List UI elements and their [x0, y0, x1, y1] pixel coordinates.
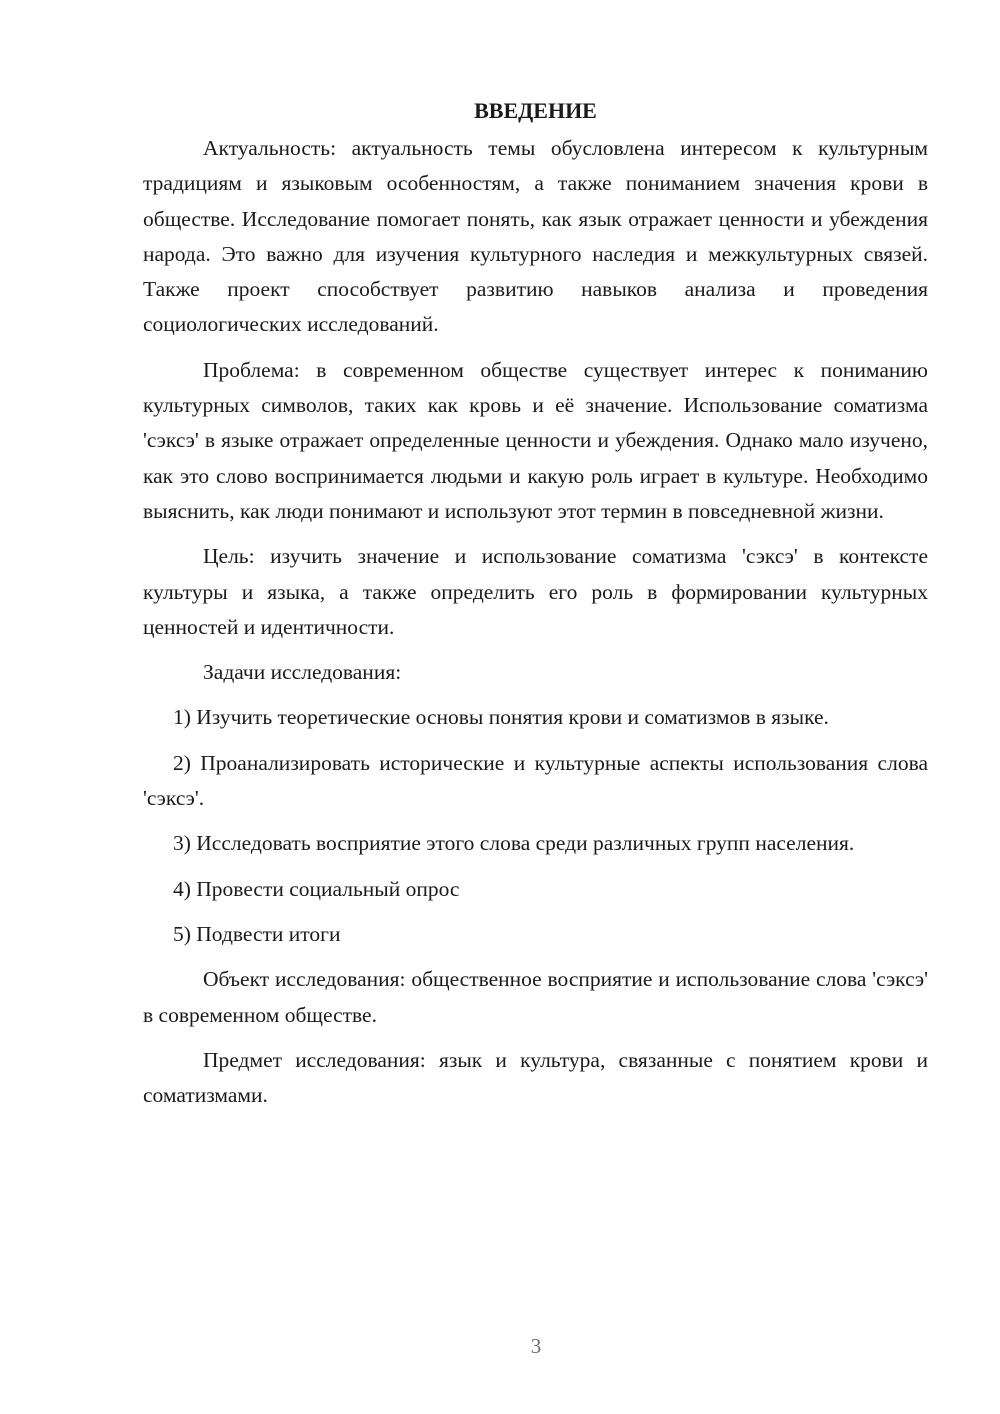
- task-item-2: 2) Проанализировать исторические и культурные аспекты использования слова 'сэксэ'.: [143, 750, 928, 811]
- problem-paragraph: Проблема: в современном обществе существует интерес к пониманию культурных символов, таких как кровь и её значение. Использование соматизма 'сэксэ' в языке отражает определенные ценности и убеждения. Однако мало изучено, как это слово воспринимается людьми и какую роль играет в культуре. Необходимо выяснить, как люди понимают и используют этот термин в повседневной жизни.: [143, 357, 928, 523]
- task-item-5: 5) Подвести итоги: [173, 921, 341, 946]
- tasks-heading: Задачи исследования:: [203, 660, 402, 685]
- task-item-4: 4) Провести социальный опрос: [173, 876, 460, 901]
- relevance-paragraph: Актуальность: актуальность темы обусловлена интересом к культурным традициям и языковым особенностям, а также пониманием значения крови в обществе. Исследование помогает понять, как язык отражает ценности и убеждения народа. Это важно для изучения культурного наследия и межкультурных связей. Также проект способствует развитию навыков анализа и проведения социологических исследований.: [143, 136, 928, 337]
- task-item-1: 1) Изучить теоретические основы понятия крови и соматизмов в языке.: [173, 705, 829, 730]
- page-number: 3: [530, 1334, 542, 1358]
- goal-paragraph: Цель: изучить значение и использование соматизма 'сэксэ' в контексте культуры и языка, а также определить его роль в формировании культурных ценностей и идентичности.: [143, 544, 928, 639]
- section-title: ВВЕДЕНИЕ: [474, 98, 597, 123]
- document-page: [143, 95, 928, 1123]
- subject-paragraph: Предмет исследования: язык и культура, связанные с понятием крови и соматизмами.: [143, 1047, 928, 1108]
- object-paragraph: Объект исследования: общественное восприятие и использование слова 'сэксэ' в современном обществе.: [143, 967, 928, 1027]
- task-item-3: 3) Исследовать восприятие этого слова среди различных групп населения.: [173, 831, 855, 856]
